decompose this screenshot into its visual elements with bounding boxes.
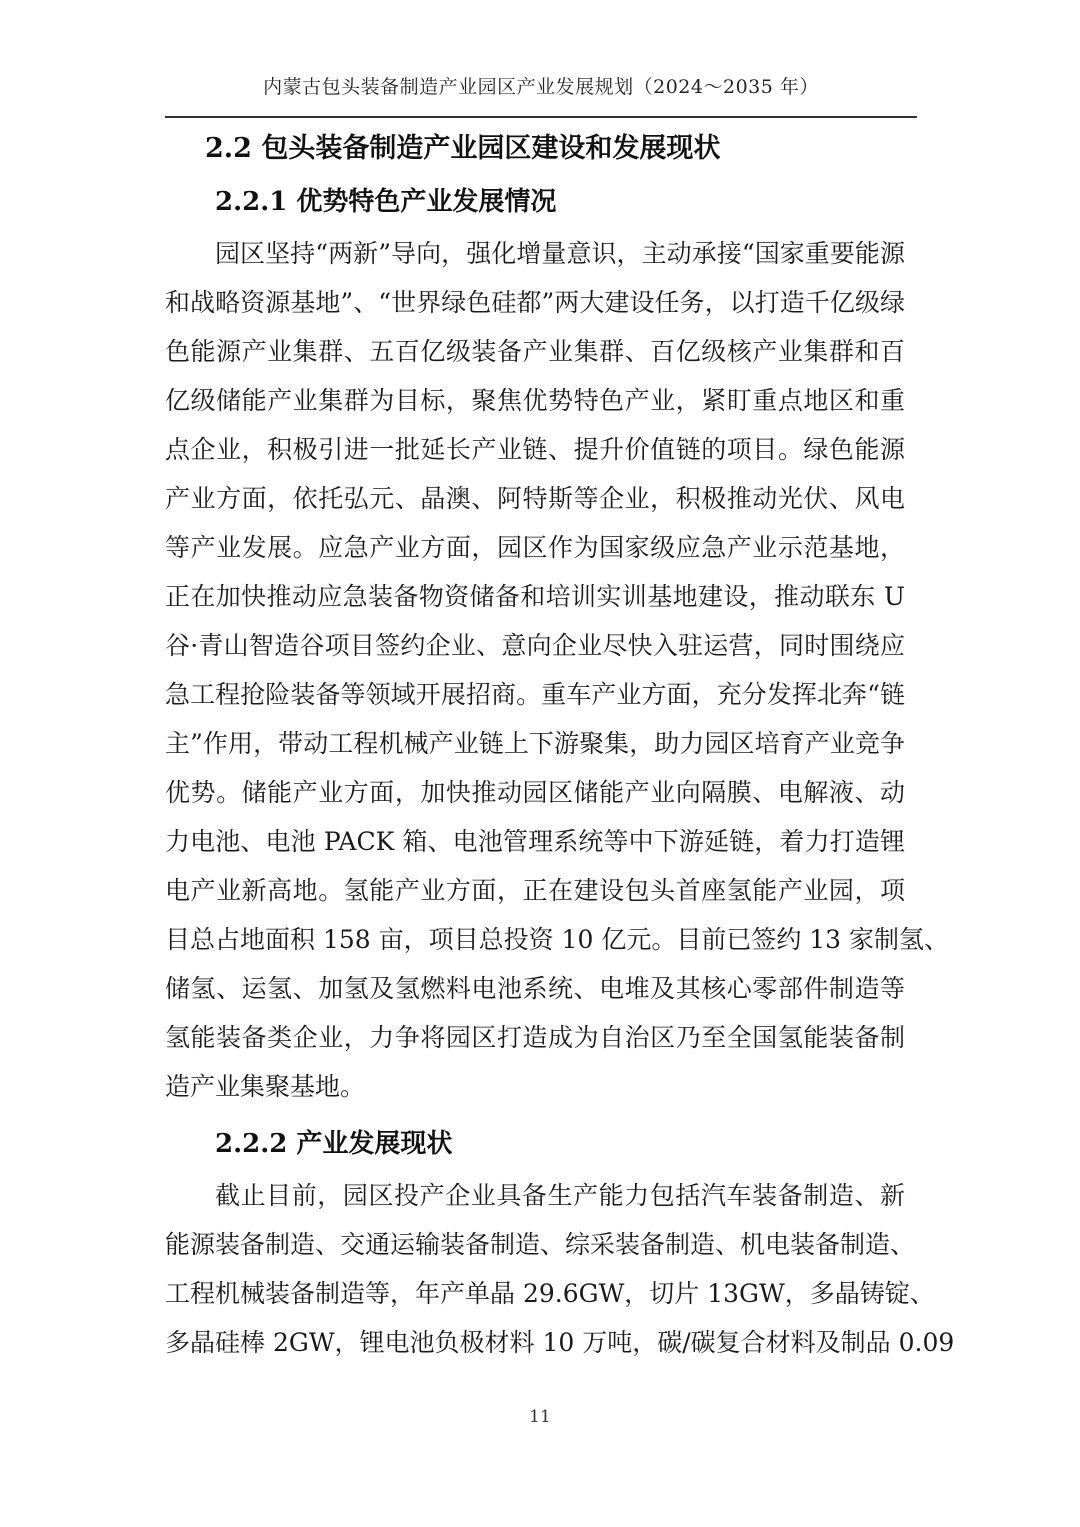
paragraph-line: 多晶硅棒 2GW，锂电池负极材料 10 万吨，碳/碳复合材料及制品 0.09 xyxy=(165,1328,955,1357)
paragraph-line: 园区坚持“两新”导向，强化增量意识，主动承接“国家重要能源 xyxy=(215,239,905,268)
paragraph-line: 目总占地面积 158 亩，项目总投资 10 亿元。目前已签约 13 家制氢、 xyxy=(165,925,950,954)
paragraph-line: 工程机械装备制造等，年产单晶 29.6GW，切片 13GW，多晶铸锭、 xyxy=(165,1279,935,1308)
paragraph-line: 造产业集聚基地。 xyxy=(165,1072,366,1101)
paragraph-line: 力电池、电池 PACK 箱、电池管理系统等中下游延链，着力打造锂 xyxy=(165,827,905,856)
paragraph-line: 产业方面，依托弘元、晶澳、阿特斯等企业，积极推动光伏、风电 xyxy=(165,484,905,513)
paragraph-line: 和战略资源基地”、“世界绿色硅都”两大建设任务，以打造千亿级绿 xyxy=(165,288,905,317)
paragraph-line: 储氢、运氢、加氢及氢燃料电池系统、电堆及其核心零部件制造等 xyxy=(165,974,905,1003)
paragraph-line: 急工程抢险装备等领域开展招商。重车产业方面，充分发挥北奔“链 xyxy=(165,680,905,709)
paragraph-line: 等产业发展。应急产业方面，园区作为国家级应急产业示范基地， xyxy=(165,533,905,562)
paragraph-line: 正在加快推动应急装备物资储备和培训实训基地建设，推动联东 U xyxy=(165,582,905,611)
paragraph-line: 电产业新高地。氢能产业方面，正在建设包头首座氢能产业园，项 xyxy=(165,876,905,905)
paragraph-line: 色能源产业集群、五百亿级装备产业集群、百亿级核产业集群和百 xyxy=(165,337,905,366)
paragraph-line: 能源装备制造、交通运输装备制造、综采装备制造、机电装备制造、 xyxy=(165,1230,916,1259)
paragraph-line: 氢能装备类企业，力争将园区打造成为自治区乃至全国氢能装备制 xyxy=(165,1023,905,1052)
paragraph-advantage-industries xyxy=(165,229,950,1111)
page-number: 11 xyxy=(529,1407,551,1427)
paragraph-industry-status xyxy=(165,1171,955,1367)
running-header: 内蒙古包头装备制造产业园区产业发展规划（2024～2035 年） xyxy=(263,76,819,98)
subsection-heading-industry-status: 2.2.2 产业发展现状 xyxy=(215,1129,453,1159)
paragraph-line: 点企业，积极引进一批延长产业链、提升价值链的项目。绿色能源 xyxy=(165,435,905,464)
section-heading: 2.2 包头装备制造产业园区建设和发展现状 xyxy=(205,133,721,164)
paragraph-line: 谷·青山智造谷项目签约企业、意向企业尽快入驻运营，同时围绕应 xyxy=(165,631,905,660)
subsection-heading-advantage-industries: 2.2.1 优势特色产业发展情况 xyxy=(215,187,557,217)
header-rule xyxy=(165,116,917,118)
paragraph-line: 主”作用，带动工程机械产业链上下游聚集，助力园区培育产业竞争 xyxy=(165,729,905,758)
paragraph-line: 优势。储能产业方面，加快推动园区储能产业向隔膜、电解液、动 xyxy=(165,778,905,807)
paragraph-line: 亿级储能产业集群为目标，聚焦优势特色产业，紧盯重点地区和重 xyxy=(165,386,905,415)
paragraph-line: 截止目前，园区投产企业具备生产能力包括汽车装备制造、新 xyxy=(215,1181,905,1210)
